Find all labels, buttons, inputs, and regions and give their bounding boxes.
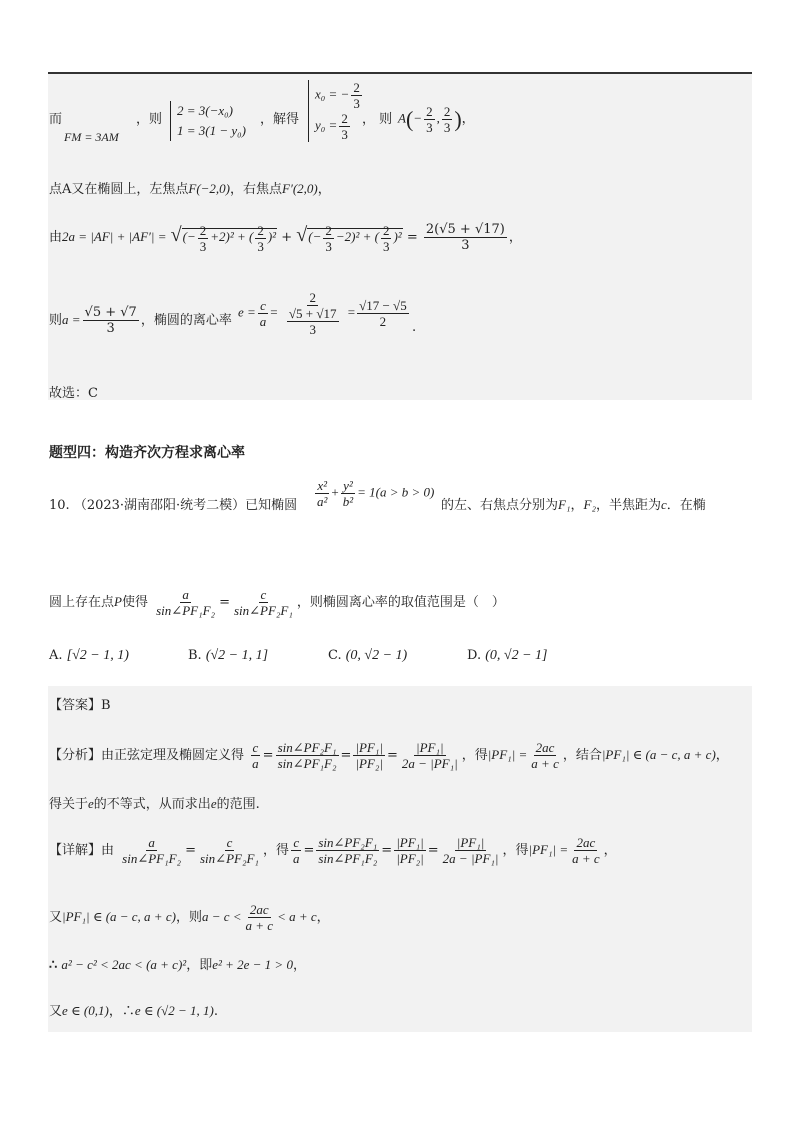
de-d2: sin∠PF₂F₁ — [200, 851, 259, 866]
line4-mid: ，椭圆的离心率 — [140, 313, 232, 328]
e-den-num: √5 + √17 — [288, 306, 337, 321]
line4-a-num: √5 + √7 — [84, 305, 137, 320]
de-end: ， — [603, 843, 617, 858]
de-pf1: |PF₁| = — [528, 842, 569, 857]
sqrt-term-2: √(− $\frac{2}{3}$ −2)² + ( $\frac{2}{3}$ )² — [296, 222, 402, 254]
an-combine: ，结合 — [562, 748, 602, 763]
l4-ineq: a² − c² < 2ac < (a + c)² — [61, 957, 187, 972]
option-C[interactable] — [328, 648, 407, 664]
A-label: A — [398, 110, 406, 126]
option-B-value: (√2 − 1, 1] — [205, 648, 269, 663]
l5-end: . — [213, 1004, 218, 1019]
e-res-den: 2 — [379, 314, 387, 329]
l2-prefix: 圆上存在点 — [49, 595, 115, 610]
A-tail: ， — [461, 110, 475, 126]
line2-end: ， — [317, 182, 331, 197]
option-D-label: D. — [467, 648, 482, 663]
detail-line4 — [49, 1000, 218, 1019]
question-number: 10. — [49, 498, 70, 513]
de-a: a — [292, 851, 300, 866]
point-A-coords: A(− $\frac{2}{3}$ , $\frac{2}{3}$ )， — [398, 104, 475, 135]
y0-label: y₀ = — [315, 117, 338, 133]
x0-label: x₀ = − — [315, 86, 350, 102]
option-D-value: (0, √2 − 1] — [485, 648, 548, 663]
F1-label: F₁ — [558, 497, 571, 512]
P-label: P — [114, 594, 122, 609]
sol-solution-system — [308, 80, 364, 142]
de-get2: ，得 — [502, 843, 529, 858]
line4-a-den: 3 — [106, 321, 115, 336]
de-pf-den: |PF₂| — [396, 851, 424, 866]
an-sin-num: sin∠PF₂F₁ — [277, 740, 337, 755]
sol-system — [170, 101, 246, 141]
sol-solve-label: ，解得 — [260, 112, 300, 127]
option-B-label: B. — [188, 648, 202, 663]
line4-a: a = — [62, 312, 81, 327]
l3-ineq-a: a − c < — [201, 909, 242, 924]
an-get: ，得 — [461, 748, 488, 763]
detail-line3 — [49, 954, 306, 973]
de-d1: sin∠PF₁F₂ — [122, 851, 182, 866]
an-res-num: 2ac — [535, 740, 555, 755]
l2-end: ，则椭圆离心率的取值范围是（ ） — [296, 595, 505, 610]
right-focus: F′(2,0) — [282, 181, 318, 196]
sol-then2: ， 则 — [362, 112, 393, 127]
an-a: a — [252, 756, 259, 771]
option-B[interactable] — [188, 648, 268, 664]
line4-end: . — [412, 320, 417, 335]
eq-lhs-num: a — [182, 587, 189, 602]
l5-e: e ∈ (0,1) — [62, 1003, 109, 1018]
option-C-label: C. — [328, 648, 342, 663]
option-A-label: A. — [49, 648, 63, 663]
left-focus: F(−2,0) — [188, 181, 231, 196]
de-n2: c — [226, 835, 233, 850]
analysis-line2 — [49, 793, 260, 812]
e-res-num: √17 − √5 — [359, 298, 407, 313]
eq-rhs-den: sin∠PF₂F₁ — [233, 603, 293, 618]
l3-prefix: 又 — [49, 910, 63, 925]
de-c: c — [293, 835, 300, 850]
l4-end: ， — [292, 958, 306, 973]
x0-den: 3 — [353, 96, 360, 111]
detail-line2 — [49, 902, 330, 933]
l3-ineq-num: 2ac — [249, 902, 269, 917]
eccentricity-expr: e = $\frac{c}{a}$ = $\frac{2}{\frac{√5 + √17}{3}}$ = $\frac{√17 - √5}{2}$ — [238, 290, 407, 337]
sol-line2 — [49, 178, 331, 197]
sys-eq1: 2 = 3(−x₀) — [177, 103, 233, 118]
de-res-num: 2ac — [576, 835, 596, 850]
an-l2b: 的不等式，从而求出 — [93, 797, 211, 812]
e-c: c — [260, 298, 266, 313]
analysis-line1: 【分析】由正弦定理及椭圆定义得 $\frac{c}{a}$ = $\frac{\text{sin∠PF₂F₁}}{\text{sin∠PF₁F₂}}$ = $\frac{\text{|PF₁|}}{\text{|PF₂|}}$ = $\frac{\text{|PF₁|}}{\text{2a − |PF₁|}}$ ，得|PF₁| = $\frac{2ac}{a + c}$ ，结合|PF₁| ∈ (a − c, a + c)， — [49, 740, 729, 771]
l3-ineq-den: a + c — [245, 918, 274, 933]
an-l2e: e — [88, 796, 94, 811]
therefore-symbol: ∴ — [49, 958, 58, 973]
an-c: c — [252, 740, 259, 755]
an-sin-den: sin∠PF₁F₂ — [277, 756, 337, 771]
question-line2: 圆上存在点P使得 $\frac{a}{\text{sin∠PF₁F₂}}$ = $\frac{c}{\text{sin∠PF₂F₁}}$ ，则椭圆离心率的取值范围是（ ） — [49, 587, 505, 618]
y0-den: 3 — [341, 127, 348, 142]
de-res-den: a + c — [572, 851, 600, 866]
de-n1: a — [148, 835, 155, 850]
sol-vector-eq: FM = 3AM — [64, 130, 119, 144]
e-eq: = — [270, 304, 278, 320]
an-l2e2: e — [210, 796, 217, 811]
option-C-value: (0, √2 − 1) — [345, 648, 408, 663]
an-pf-den: |PF₂| — [355, 756, 383, 771]
sol-choice: 故选：C — [49, 386, 98, 401]
c-var: c — [660, 497, 667, 512]
line3-end: ， — [508, 230, 522, 245]
l5-mid: ，∴ — [108, 1004, 135, 1019]
detail-prefix: 【详解】由 — [49, 843, 115, 858]
sol-line4 — [49, 305, 232, 336]
detail-line1: 【详解】由 $\frac{a}{\text{sin∠PF₁F₂}}$ = $\frac{c}{\text{sin∠PF₂F₁}}$ ，得 $\frac{c}{a}$ = $\frac{\text{sin∠PF₂F₁}}{\text{sin∠PF₁F₂}}$ = $\frac{\text{|PF₁|}}{\text{|PF₂|}}$ = $\frac{\text{|PF₁|}}{\text{2a − |PF₁|}}$ ，得|PF₁| = $\frac{2ac}{a + c}$ ， — [49, 835, 617, 866]
an-end: ， — [715, 748, 729, 763]
y0-num: 2 — [341, 111, 348, 126]
de-pf2-num: |PF₁| — [456, 835, 485, 850]
half-focal-text: ，半焦距为 — [595, 498, 661, 513]
de-pf-num: |PF₁| — [396, 835, 424, 850]
line3-expr: 2a = |AF| + |AF′| = — [62, 229, 167, 244]
ellipse-equation: $\frac{\text{x²}}{\text{a²}}$ + $\frac{\text{y²}}{\text{b²}}$ = 1(a > b > 0) — [317, 478, 435, 509]
e-den-den: 3 — [309, 322, 316, 337]
l3-end: ， — [316, 910, 330, 925]
eq-lhs-den: sin∠PF₁F₂ — [156, 603, 216, 618]
an-pf1: |PF₁| = — [487, 747, 528, 762]
option-D[interactable] — [467, 648, 547, 664]
option-A[interactable] — [49, 648, 129, 664]
de-get: ，得 — [262, 843, 289, 858]
line2-mid: ，右焦点 — [230, 182, 283, 197]
line3-prefix: 由 — [49, 230, 63, 245]
sol-then: ，则 — [136, 112, 163, 127]
an-l2c: 的范围. — [216, 797, 260, 812]
ellipse-rhs: = 1(a > b > 0) — [357, 484, 435, 500]
line4-prefix: 则 — [49, 313, 63, 328]
foci-text: 的左、右焦点分别为 — [441, 498, 559, 513]
question-line1-tail — [441, 494, 706, 513]
comma: ， — [570, 498, 584, 513]
de-pf2-den: 2a − |PF₁| — [442, 851, 499, 866]
sol-line3: 由2a = |AF| + |AF′| = √(− $\frac{2}{3}$ +2)² + ( $\frac{2}{3}$ )² + √(− $\frac{2}{3}$ −2)² + ( $\frac{2}{3}$ )² = $\frac{2(√5 + √17)}{3}$ ， — [49, 222, 522, 254]
line3-result-den: 3 — [461, 238, 470, 253]
e-two: 2 — [309, 290, 316, 305]
an-res-den: a + c — [531, 756, 559, 771]
in-ellipse-text: ．在椭 — [666, 498, 706, 513]
question-line1 — [49, 494, 297, 513]
option-A-value: [√2 − 1, 1) — [66, 648, 129, 663]
section-title: 题型四：构造齐次方程求离心率 — [49, 445, 245, 461]
question-source: （2023·湖南邵阳·统考二模）已知椭圆 — [73, 498, 298, 513]
analysis-prefix: 【分析】由正弦定理及椭圆定义得 — [49, 748, 245, 763]
line2-text: 点A又在椭圆上，左焦点 — [49, 182, 189, 197]
an-pf2-num: |PF₁| — [416, 740, 444, 755]
l3-then: ，则 — [175, 910, 202, 925]
x0-num: 2 — [353, 80, 360, 95]
l4-eq: e² + 2e − 1 > 0 — [212, 957, 293, 972]
l2-mid: 使得 — [121, 595, 148, 610]
sys-eq2: 1 = 3(1 − y₀) — [177, 123, 246, 138]
l3-range: |PF₁| ∈ (a − c, a + c) — [62, 909, 176, 924]
de-sin-den: sin∠PF₁F₂ — [318, 851, 378, 866]
an-range: |PF₁| ∈ (a − c, a + c) — [601, 747, 716, 762]
de-sin-num: sin∠PF₂F₁ — [318, 835, 378, 850]
eq-rhs-num: c — [260, 587, 267, 602]
sol-line1-prefix: 而 — [49, 112, 63, 127]
an-pf-num: |PF₁| — [355, 740, 383, 755]
l4-mid: ，即 — [186, 958, 213, 973]
l5-prefix: 又 — [49, 1004, 63, 1019]
an-l2a: 得关于 — [49, 797, 89, 812]
l5-res: e ∈ (√2 − 1, 1) — [134, 1003, 214, 1018]
an-pf2-den: 2a − |PF₁| — [401, 756, 458, 771]
answer-label: 【答案】B — [49, 698, 111, 713]
e-label: e = — [238, 304, 256, 320]
e-a: a — [259, 314, 267, 329]
line3-result-num: 2(√5 + √17) — [425, 222, 505, 237]
l3-ineq-b: < a + c — [277, 909, 317, 924]
sqrt-term-1: √(− $\frac{2}{3}$ +2)² + ( $\frac{2}{3}$ )² — [170, 222, 277, 254]
F2-label: F₂ — [583, 497, 596, 512]
